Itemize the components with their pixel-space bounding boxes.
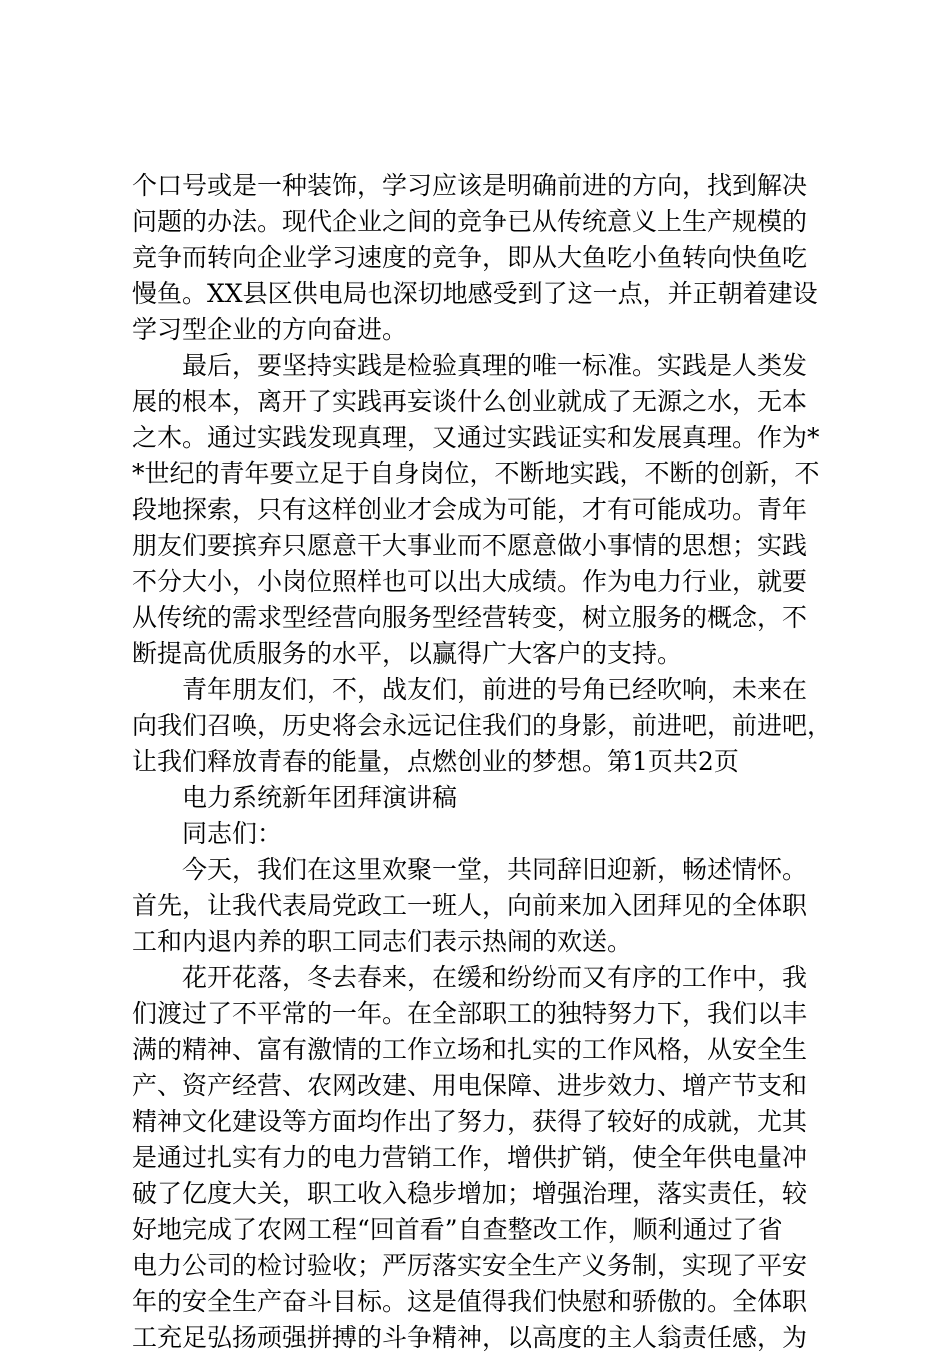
text-line: 首先，让我代表局党政工一班人，向前来加入团拜见的全体职	[132, 891, 808, 920]
text-line: 朋友们要摈弃只愿意干大事业而不愿意做小事情的思想；实践	[132, 531, 808, 560]
text-line: 工充足弘扬顽强拼搏的斗争精神，以高度的主人翁责任感，为	[132, 1323, 808, 1352]
text-line: 段地探索，只有这样创业才会成为可能，才有可能成功。青年	[132, 495, 808, 524]
text-line: 是通过扎实有力的电力营销工作，增供扩销，使全年供电量冲	[132, 1143, 808, 1172]
paragraph-first-line: 花开花落，冬去春来，在缓和纷纷而又有序的工作中，我	[182, 963, 808, 992]
text-line: 个口号或是一种装饰，学习应该是明确前进的方向，找到解决	[132, 171, 808, 200]
text-line: 满的精神、富有激情的工作立场和扎实的工作风格，从安全生	[132, 1035, 808, 1064]
text-line: 从传统的需求型经营向服务型经营转变，树立服务的概念，不	[132, 603, 808, 632]
text-line: 精神文化建设等方面均作出了努力，获得了较好的成就，尤其	[132, 1107, 808, 1136]
text-line: 慢鱼。XX县区供电局也深切地感受到了这一点，并正朝着建设	[132, 279, 818, 308]
text-line: 向我们召唤，历史将会永远记住我们的身影，前进吧，前进吧，	[132, 711, 832, 740]
text-line: 问题的办法。现代企业之间的竞争已从传统意义上生产规模的	[132, 207, 808, 236]
text-line: 工和内退内养的职工同志们表示热闹的欢送。	[132, 927, 633, 956]
text-line: 让我们释放青春的能量，点燃创业的梦想。第1页共2页	[132, 747, 739, 776]
text-line: 破了亿度大关，职工收入稳步增加；增强治理，落实责任，较	[132, 1179, 808, 1208]
text-line: 电力公司的检讨验收；严厉落实安全生产义务制，实现了平安	[132, 1251, 808, 1280]
text-line: 断提高优质服务的水平，以赢得广大客户的支持。	[132, 639, 683, 668]
text-line: 好地完成了农网工程“回首看”自查整改工作，顺利通过了省	[132, 1215, 783, 1244]
paragraph-first-line: 最后，要坚持实践是检验真理的唯一标准。实践是人类发	[182, 351, 808, 380]
text-line: 学习型企业的方向奋进。	[132, 315, 408, 344]
paragraph-first-line: 今天，我们在这里欢聚一堂，共同辞旧迎新，畅述情怀。	[182, 855, 808, 884]
text-line: 不分大小，小岗位照样也可以出大成绩。作为电力行业，就要	[132, 567, 808, 596]
text-line: *世纪的青年要立足于自身岗位，不断地实践，不断的创新，不	[132, 459, 820, 488]
text-line: 展的根本，离开了实践再妄谈什么创业就成了无源之水，无本	[132, 387, 808, 416]
text-line: 之木。通过实践发现真理，又通过实践证实和发展真理。作为*	[132, 423, 820, 452]
paragraph-first-line: 青年朋友们，不，战友们，前进的号角已经吹响，未来在	[182, 675, 808, 704]
text-line: 产、资产经营、农网改建、用电保障、进步效力、增产节支和	[132, 1071, 808, 1100]
text-line: 们渡过了不平常的一年。在全部职工的独特努力下，我们以丰	[132, 999, 808, 1028]
text-line: 年的安全生产奋斗目标。这是值得我们快慰和骄傲的。全体职	[132, 1287, 808, 1316]
text-line: 竞争而转向企业学习速度的竞争，即从大鱼吃小鱼转向快鱼吃	[132, 243, 808, 272]
salutation: 同志们：	[182, 819, 283, 848]
speech-title: 电力系统新年团拜演讲稿	[182, 783, 458, 812]
